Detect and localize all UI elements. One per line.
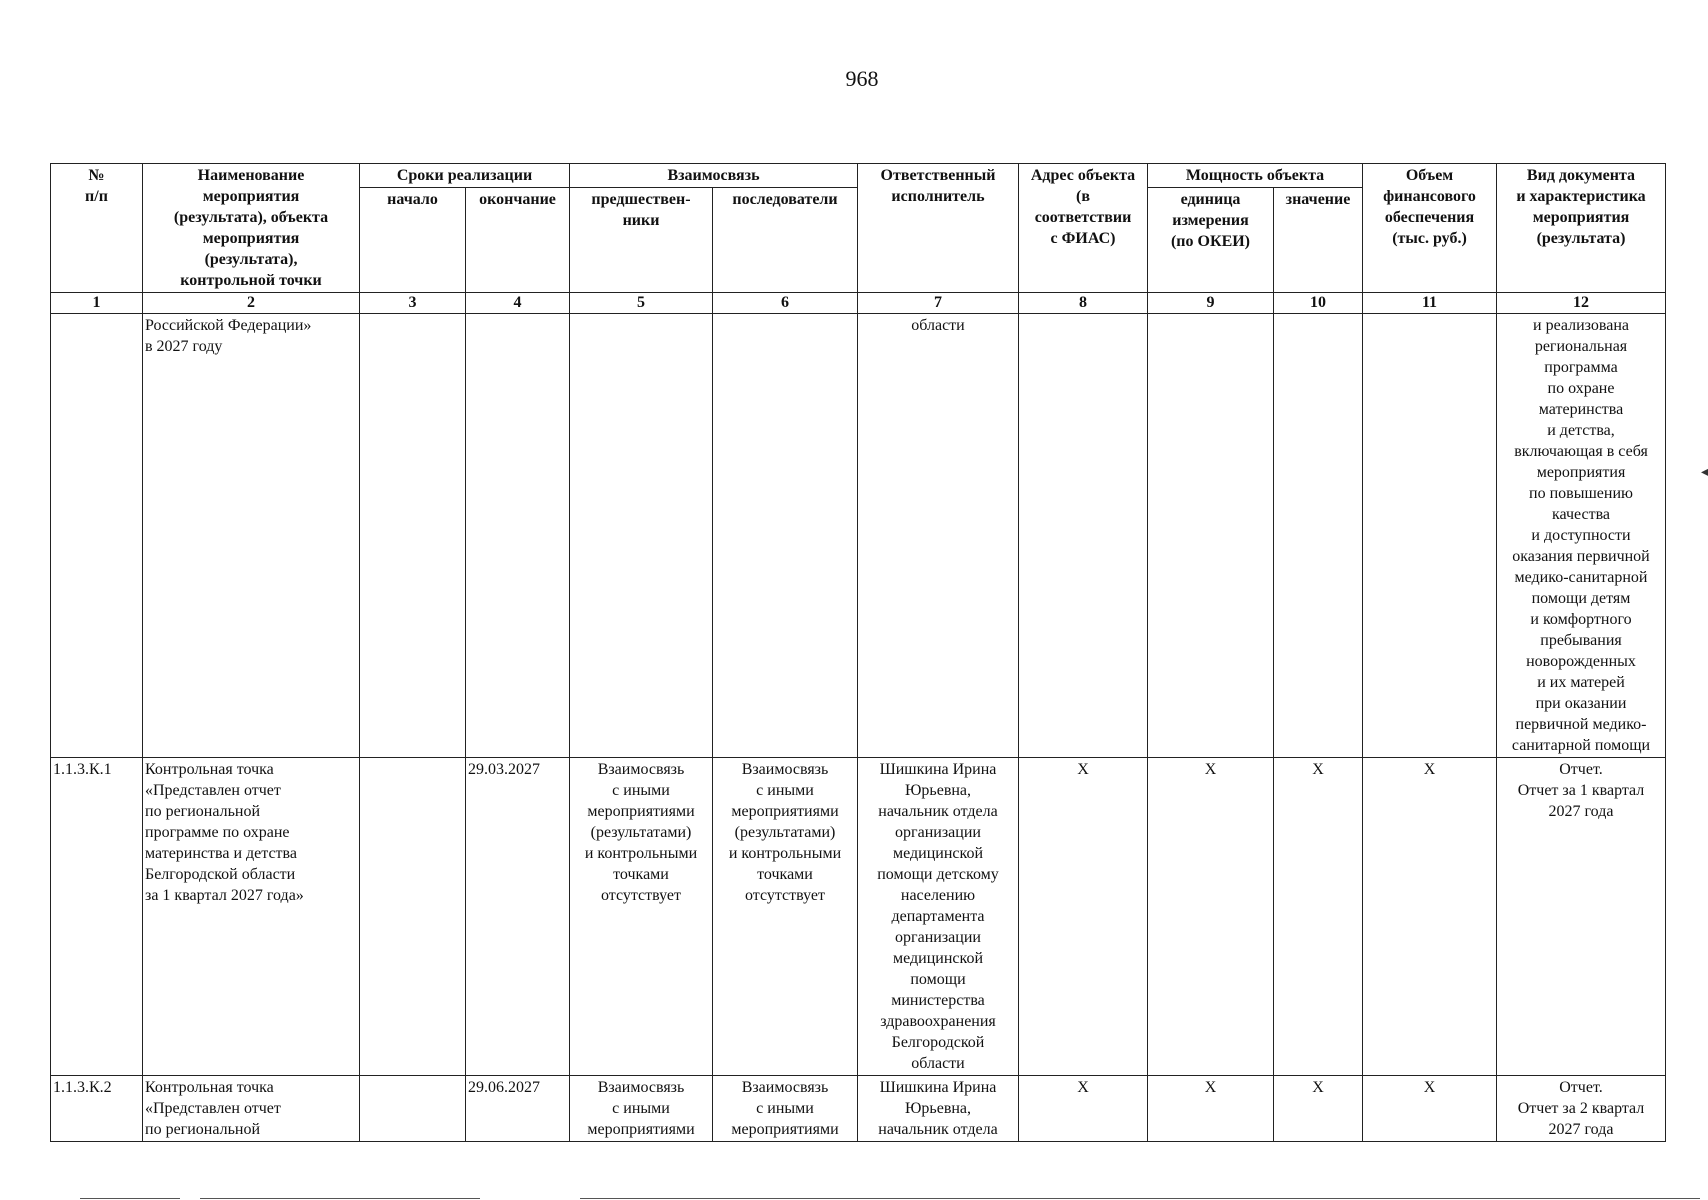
header-successors: последователи: [713, 188, 858, 293]
header-capacity-group: Мощность объекта: [1148, 164, 1363, 188]
cell-doc: и реализована региональная программа по охране материнства и детства, включающая в себя мероприятия по повышению качества и доступности оказания первичной медико-санитарной помощи детям и комфортного пребывания новорожденных и их матерей при оказании первичной медико- санитарной помощи: [1497, 314, 1666, 758]
column-number: 10: [1274, 293, 1363, 314]
cell-address: [1019, 314, 1148, 758]
cell-name: Контрольная точка «Представлен отчет по региональной программе по охране материнства и детства Белгородской области за 1 квартал 2027 года»: [143, 758, 360, 1076]
column-number: 9: [1148, 293, 1274, 314]
scan-edge-line: [580, 1198, 1700, 1199]
cell-unit: X: [1148, 758, 1274, 1076]
cell-number: [51, 314, 143, 758]
header-number: № п/п: [51, 164, 143, 293]
cell-predecessors: Взаимосвязь с иными мероприятиями (результатами) и контрольными точками отсутствует: [570, 758, 713, 1076]
header-name: Наименование мероприятия (результата), объекта мероприятия (результата), контрольной точки: [143, 164, 360, 293]
table-row: [51, 1076, 1666, 1142]
column-number: 3: [360, 293, 466, 314]
cell-end: 29.06.2027: [466, 1076, 570, 1142]
header-doc-type: Вид документа и характеристика мероприятия (результата): [1497, 164, 1666, 293]
column-number: 12: [1497, 293, 1666, 314]
cell-responsible: Шишкина Ирина Юрьевна, начальник отдела: [858, 1076, 1019, 1142]
cell-start: [360, 1076, 466, 1142]
header-predecessors: предшествен- ники: [570, 188, 713, 293]
cell-unit: X: [1148, 1076, 1274, 1142]
column-number: 11: [1363, 293, 1497, 314]
cell-finance: X: [1363, 1076, 1497, 1142]
header-value: значение: [1274, 188, 1363, 293]
header-end: окончание: [466, 188, 570, 293]
header-start: начало: [360, 188, 466, 293]
cell-start: [360, 758, 466, 1076]
cell-value: X: [1274, 1076, 1363, 1142]
cell-successors: Взаимосвязь с иными мероприятиями (результатами) и контрольными точками отсутствует: [713, 758, 858, 1076]
cell-finance: X: [1363, 758, 1497, 1076]
cell-predecessors: [570, 314, 713, 758]
cell-responsible: области: [858, 314, 1019, 758]
cell-finance: [1363, 314, 1497, 758]
header-address: Адрес объекта (в соответствии с ФИАС): [1019, 164, 1148, 293]
cell-value: [1274, 314, 1363, 758]
page-number: 968: [845, 66, 879, 91]
scan-edge-line: [80, 1198, 180, 1199]
scan-edge-line: [200, 1198, 480, 1199]
cell-end: [466, 314, 570, 758]
cell-doc: Отчет. Отчет за 2 квартал 2027 года: [1497, 1076, 1666, 1142]
cell-doc: Отчет. Отчет за 1 квартал 2027 года: [1497, 758, 1666, 1076]
cell-predecessors: Взаимосвязь с иными мероприятиями: [570, 1076, 713, 1142]
table-row: [51, 314, 1666, 758]
cell-responsible: Шишкина Ирина Юрьевна, начальник отдела организации медицинской помощи детскому населению департамента организации медицинской помощи министерства здравоохранения Белгородской области: [858, 758, 1019, 1076]
cell-start: [360, 314, 466, 758]
column-number: 1: [51, 293, 143, 314]
column-number: 5: [570, 293, 713, 314]
header-responsible: Ответственный исполнитель: [858, 164, 1019, 293]
cell-number: 1.1.3.К.2: [51, 1076, 143, 1142]
cell-name: Российской Федерации» в 2027 году: [143, 314, 360, 758]
implementation-plan-table: [50, 163, 1666, 1142]
column-number: 6: [713, 293, 858, 314]
column-number: 4: [466, 293, 570, 314]
column-number: 8: [1019, 293, 1148, 314]
header-terms-group: Сроки реализации: [360, 164, 570, 188]
cell-value: X: [1274, 758, 1363, 1076]
column-number: 2: [143, 293, 360, 314]
cell-address: X: [1019, 1076, 1148, 1142]
cell-number: 1.1.3.К.1: [51, 758, 143, 1076]
header-unit: единица измерения (по ОКЕИ): [1148, 188, 1274, 293]
column-number: 7: [858, 293, 1019, 314]
cell-unit: [1148, 314, 1274, 758]
cell-name: Контрольная точка «Представлен отчет по региональной: [143, 1076, 360, 1142]
header-finance: Объем финансового обеспечения (тыс. руб.): [1363, 164, 1497, 293]
header-relation-group: Взаимосвязь: [570, 164, 858, 188]
cell-end: 29.03.2027: [466, 758, 570, 1076]
table-row: [51, 758, 1666, 1076]
cell-successors: [713, 314, 858, 758]
scan-mark: ◂: [1700, 465, 1708, 480]
cell-address: X: [1019, 758, 1148, 1076]
cell-successors: Взаимосвязь с иными мероприятиями: [713, 1076, 858, 1142]
